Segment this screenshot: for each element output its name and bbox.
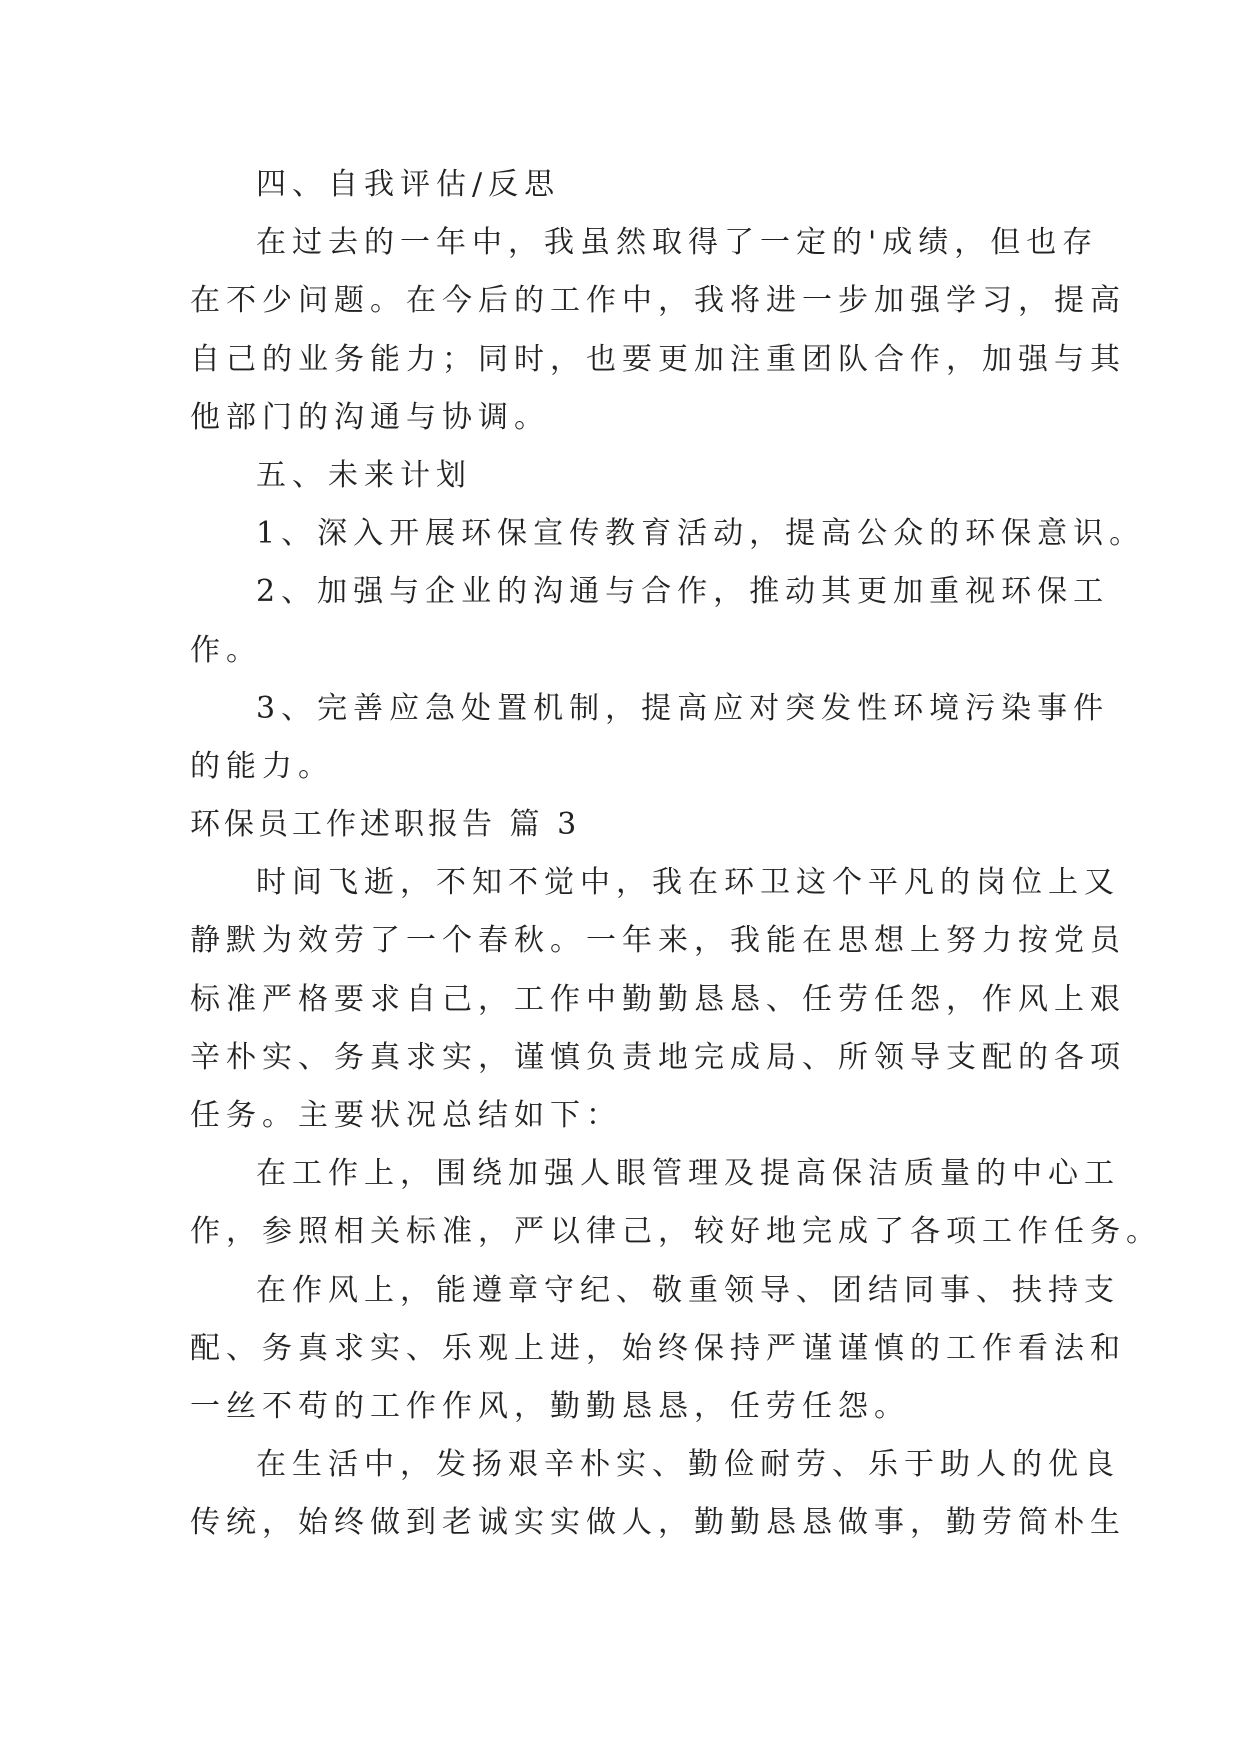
text-line: 他部门的沟通与协调。 (190, 399, 550, 435)
text-line: 五、未来计划 (256, 457, 472, 493)
text-line: 在不少问题。在今后的工作中，我将进一步加强学习，提高 (190, 283, 1126, 319)
text-line: 的能力。 (190, 748, 334, 784)
text-line: 2、加强与企业的沟通与合作，推动其更加重视环保工 (256, 574, 1110, 610)
text-line: 时间飞逝，不知不觉中，我在环卫这个平凡的岗位上又 (256, 865, 1120, 901)
text-line: 配、务真求实、乐观上进，始终保持严谨谨慎的工作看法和 (190, 1330, 1126, 1366)
text-line: 任务。主要状况总结如下： (190, 1098, 622, 1133)
text-line: 辛朴实、务真求实，谨慎负责地完成局、所领导支配的各项 (190, 1039, 1126, 1075)
text-line: 四、自我评估/反思 (256, 167, 561, 202)
text-line: 在生活中，发扬艰辛朴实、勤俭耐劳、乐于助人的优良 (256, 1447, 1120, 1483)
text-line: 静默为效劳了一个春秋。一年来，我能在思想上努力按党员 (190, 923, 1126, 959)
text-line: 1、深入开展环保宣传教育活动，提高公众的环保意识。 (256, 516, 1146, 552)
text-line: 一丝不苟的工作作风，勤勤恳恳，任劳任怨。 (190, 1388, 910, 1424)
section-heading: 环保员工作述职报告 篇 3 (190, 807, 581, 843)
text-line: 作，参照相关标准，严以律己，较好地完成了各项工作任务。 (190, 1214, 1162, 1250)
text-line: 标准严格要求自己，工作中勤勤恳恳、任劳任怨，作风上艰 (190, 981, 1126, 1017)
text-line: 传统，始终做到老诚实实做人，勤勤恳恳做事，勤劳简朴生 (190, 1505, 1126, 1541)
text-line: 3、完善应急处置机制，提高应对突发性环境污染事件 (256, 690, 1110, 726)
text-line: 在工作上，围绕加强人眼管理及提高保洁质量的中心工 (256, 1156, 1120, 1192)
document-body (190, 156, 1162, 1553)
text-line: 自己的业务能力；同时，也要更加注重团队合作，加强与其 (190, 341, 1126, 377)
text-line: 在作风上，能遵章守纪、敬重领导、团结同事、扶持支 (256, 1272, 1120, 1308)
text-line: 在过去的一年中，我虽然取得了一定的'成绩，但也存 (256, 225, 1099, 261)
text-line: 作。 (190, 632, 262, 668)
